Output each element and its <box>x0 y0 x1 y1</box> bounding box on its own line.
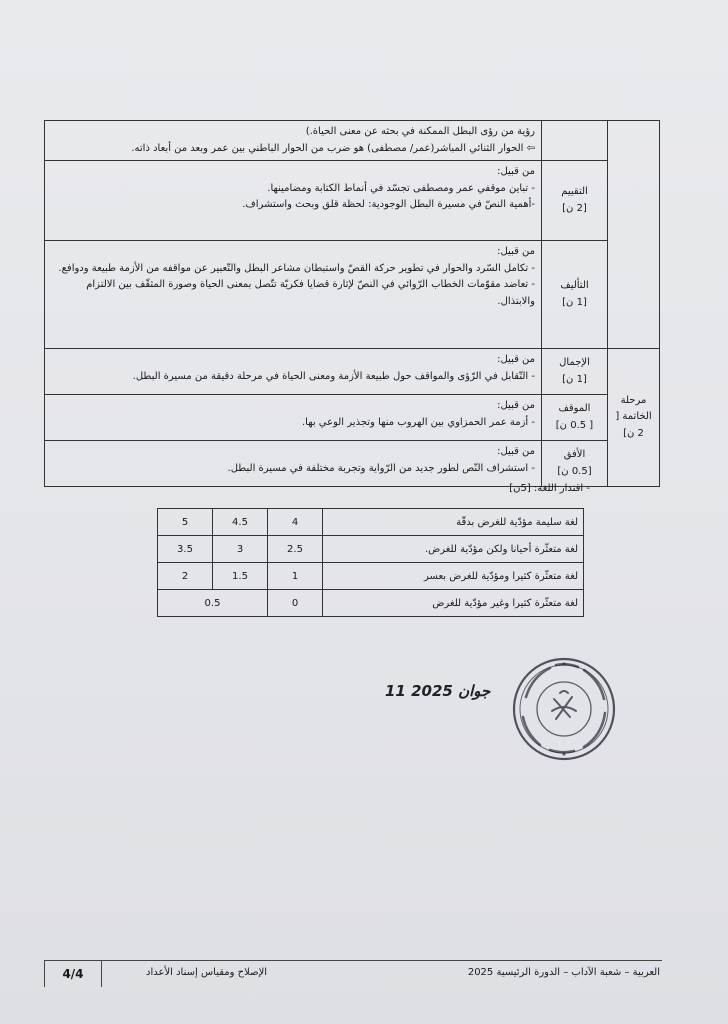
table-row <box>158 536 584 563</box>
criterion-name: الموقف <box>558 403 591 414</box>
criterion-name: التقييم <box>561 186 588 197</box>
criterion-cell <box>542 395 608 441</box>
score-cell: 0 <box>268 590 323 617</box>
score-cell: 3 <box>213 536 268 563</box>
page-footer <box>44 960 662 987</box>
content-line: ⇦ الحوار الثنائي المباشر(عمر/ مصطفى) هو ضرب من الحوار الباطني بين عمر وبعد من أبعاد ذاته. <box>131 142 535 154</box>
table-row <box>45 121 660 161</box>
criterion-points: [ 0.5 ن] <box>555 419 594 431</box>
criterion-content <box>45 395 542 441</box>
criterion-content <box>45 121 542 161</box>
score-cell: 0.5 <box>158 590 268 617</box>
criterion-cell <box>542 349 608 395</box>
phase-cell: مرحلة الخاتمة [ 2 ن] <box>608 349 660 487</box>
language-section-label: - اقتدار اللغة: [5ن] <box>509 483 590 494</box>
table-row <box>45 161 660 241</box>
criterion-content <box>45 349 542 395</box>
content-line: - تكامل السّرد والحوار في تطوير حركة القصّ واستبطان مشاعر البطل والتّعبير عن مواقفه من الأزمة طبيعة ودوافع. <box>58 262 535 274</box>
table-row <box>158 563 584 590</box>
content-line: - التّقابل في الرّؤى والمواقف حول طبيعة الأزمة ومعنى الحياة في مرحلة دقيقة من مسيرة البطل. <box>132 370 535 382</box>
criterion-name: الأفق <box>563 449 586 460</box>
table-row <box>158 509 584 536</box>
content-line: -أهمية النصّ في مسيرة البطل الوجودية: لحظة قلق وبحث واستشراف. <box>242 199 535 210</box>
language-level-desc: لغة متعثّرة أحيانا ولكن مؤدّية للغرض. <box>323 536 584 563</box>
table-row <box>45 395 660 441</box>
content-line: من قبيل: <box>497 166 535 177</box>
criterion-cell <box>542 161 608 241</box>
table-row <box>45 349 660 395</box>
criterion-content <box>45 241 542 349</box>
content-line: - تعاضد مقوّمات الخطاب الرّوائي في النصّ لإثارة قضايا فكريّة تتّصل بمعنى الحياة وصورة المثقّف بين الالتزام والابتذال. <box>86 279 535 307</box>
score-cell: 2 <box>158 563 213 590</box>
criterion-points: [1 ن] <box>562 296 587 308</box>
footer-exam-label: العربية – شعبة الآداب – الدورة الرئيسية 2025 <box>467 967 660 978</box>
criterion-points: [1 ن] <box>562 373 587 385</box>
criterion-cell <box>542 121 608 161</box>
content-line: من قبيل: <box>497 446 535 457</box>
content-line: - استشراف النّص لطور جديد من الرّواية وتجربة مختلفة في مسيرة البطل. <box>227 462 535 474</box>
content-line: من قبيل: <box>497 400 535 411</box>
official-stamp-icon <box>510 655 618 763</box>
content-line: - أزمة عمر الحمزاوي بين الهروب منها وتجذير الوعي بها. <box>302 416 535 428</box>
language-level-desc: لغة متعثّرة كثيرا وغير مؤدّية للغرض <box>323 590 584 617</box>
table-row <box>45 241 660 349</box>
criterion-name: الإجمال <box>559 357 590 368</box>
language-score-table <box>157 508 584 617</box>
content-line: من قبيل: <box>497 246 535 257</box>
grading-table <box>44 120 660 487</box>
handwritten-date: 11 جوان 2025 <box>385 682 491 700</box>
criterion-points: [0.5 ن] <box>557 465 592 477</box>
score-cell: 5 <box>158 509 213 536</box>
criterion-cell <box>542 441 608 487</box>
criterion-cell <box>542 241 608 349</box>
phase-cell-empty <box>608 121 660 349</box>
criterion-content <box>45 441 542 487</box>
content-line: رؤية من رؤى البطل الممكنة في بحثه عن معنى الحياة.) <box>305 126 535 137</box>
score-cell: 4.5 <box>213 509 268 536</box>
score-cell: 1 <box>268 563 323 590</box>
footer-correction-label: الإصلاح ومقياس إسناد الأعداد <box>146 967 268 978</box>
table-row <box>45 441 660 487</box>
language-level-desc: لغة سليمة مؤدّية للغرض بدقّة <box>323 509 584 536</box>
content-line: من قبيل: <box>497 354 535 365</box>
score-cell: 3.5 <box>158 536 213 563</box>
language-level-desc: لغة متعثّرة كثيرا ومؤدّية للغرض بعسر <box>323 563 584 590</box>
criterion-content <box>45 161 542 241</box>
page-number: 4/4 <box>44 961 102 987</box>
score-cell: 4 <box>268 509 323 536</box>
table-row <box>158 590 584 617</box>
content-line: - تباين موقفي عمر ومصطفى تجسّد في أنماط الكتابة ومضامينها. <box>267 182 535 194</box>
score-cell: 2.5 <box>268 536 323 563</box>
criterion-name: التأليف <box>560 280 589 291</box>
score-cell: 1.5 <box>213 563 268 590</box>
criterion-points: [2 ن] <box>562 202 587 214</box>
